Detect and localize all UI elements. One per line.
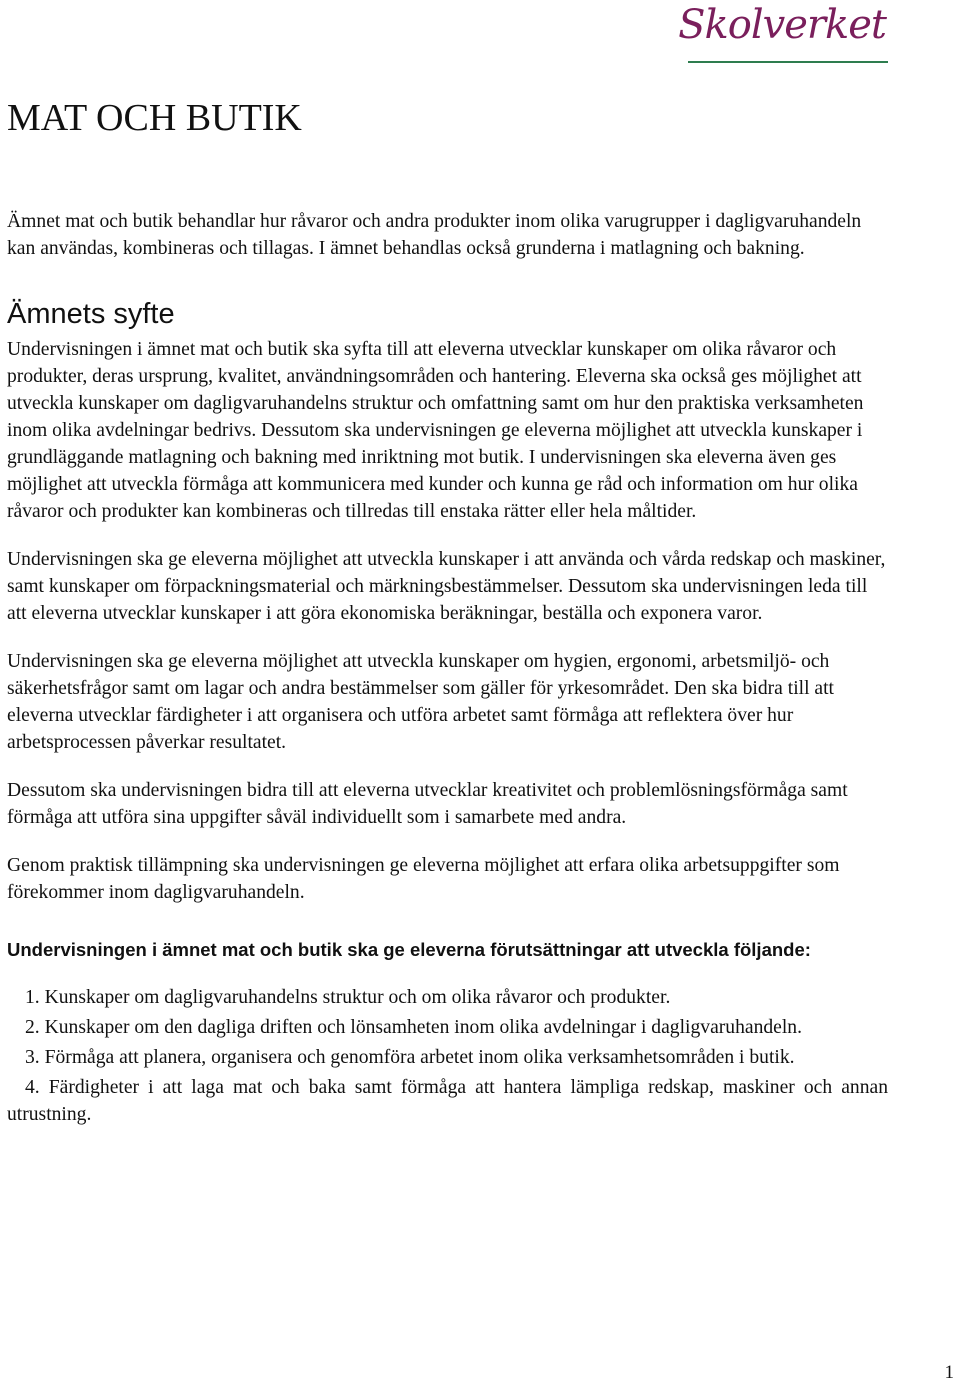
goal-item-4: 4. Färdigheter i att laga mat och baka samt förmåga att hantera lämpliga redskap, maskiner och annan utrustning. [7, 1077, 888, 1125]
goal-item-1: 1. Kunskaper om dagligvaruhandelns struktur och om olika råvaror och produkter. [25, 987, 671, 1008]
skolverket-logo: Skolverket [678, 2, 886, 48]
goals-list [7, 984, 888, 1128]
syfte-paragraph-3: Undervisningen ska ge eleverna möjlighet att utveckla kunskaper om hygien, ergonomi, arbetsmiljö- och säkerhetsfrågor samt om lagar och andra bestämmelser som gäller för yrkesområdet. Den ska bidra till att eleverna utvecklar färdigheter i att organisera och utföra arbetet samt förmåga att reflektera över hur arbetsprocessen påverkar resultatet. [7, 651, 835, 753]
goal-item-2: 2. Kunskaper om den dagliga driften och lönsamheten inom olika avdelningar i dagligvaruhandeln. [25, 1017, 803, 1038]
goals-heading: Undervisningen i ämnet mat och butik ska ge eleverna förutsättningar att utveckla följande: [7, 939, 811, 960]
intro-paragraph: Ämnet mat och butik behandlar hur råvaror och andra produkter inom olika varugrupper i dagligvaruhandeln kan användas, kombineras och tillagas. I ämnet behandlas också grunderna i matlagning och bakning. [7, 211, 862, 259]
document-body [7, 208, 888, 1131]
logo-underline-rule [688, 61, 888, 63]
syfte-paragraph-5: Genom praktisk tillämpning ska undervisningen ge eleverna möjlighet att erfara olika arbetsuppgifter som förekommer inom dagligvaruhandeln. [7, 855, 840, 903]
syfte-paragraph-2: Undervisningen ska ge eleverna möjlighet att utveckla kunskaper i att använda och vårda redskap och maskiner, samt kunskaper om förpackningsmaterial och märkningsbestämmelser. Dessutom ska undervisningen leda till att eleverna utvecklar kunskaper i att göra ekonomiska beräkningar, beställa och exponera varor. [7, 549, 886, 624]
syfte-paragraph-4: Dessutom ska undervisningen bidra till att eleverna utvecklar kreativitet och problemlösningsförmåga samt förmåga att utföra sina uppgifter såväl individuellt som i samarbete med andra. [7, 780, 848, 828]
goal-item-3: 3. Förmåga att planera, organisera och genomföra arbetet inom olika verksamhetsområden i butik. [25, 1047, 795, 1068]
section-heading-amnets-syfte: Ämnets syfte [7, 298, 175, 330]
page-number: 1 [944, 1362, 954, 1383]
document-title: MAT OCH BUTIK [7, 97, 302, 139]
syfte-paragraph-1: Undervisningen i ämnet mat och butik ska syfta till att eleverna utvecklar kunskaper om olika råvaror och produkter, deras ursprung, kvalitet, användningsområden och hantering. Eleverna ska också ges möjlighet att utveckla kunskaper om dagligvaruhandelns struktur och omfattning samt om hur den praktiska verksamheten inom olika avdelningar bedrivs. Dessutom ska undervisningen ge eleverna möjlighet att utveckla kunskaper i grundläggande matlagning och bakning med inriktning mot butik. I undervisningen ska eleverna även ges möjlighet att utveckla förmåga att kommunicera med kunder och kunna ge råd och information om hur olika råvaror och produkter kan kombineras och tillredas till enstaka rätter eller hela måltider. [7, 339, 864, 522]
